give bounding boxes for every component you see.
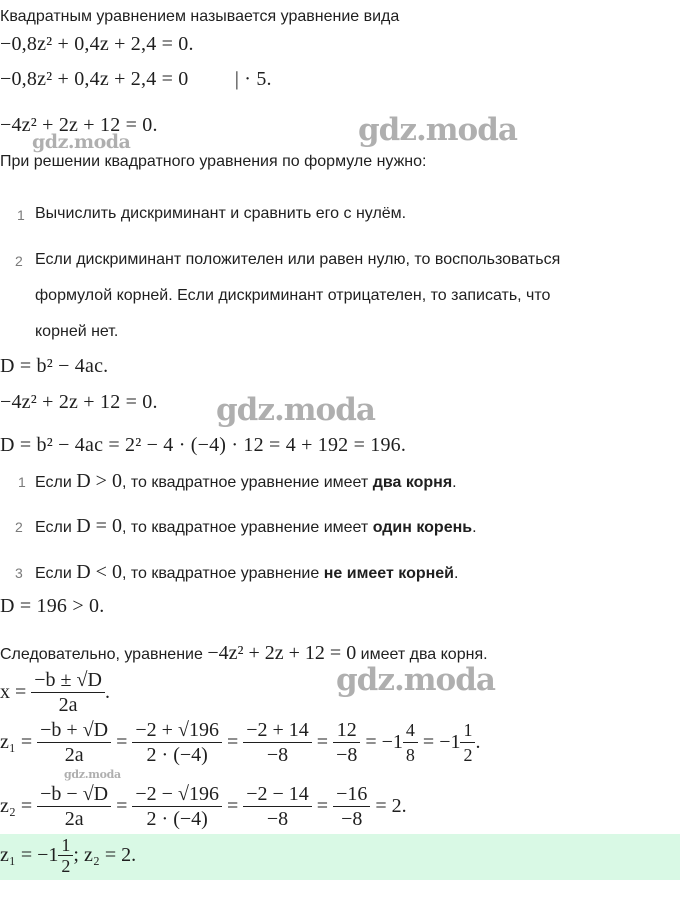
case-1: Если D > 0, то квадратное уравнение имеет два корня. <box>35 470 457 492</box>
watermark-5: gdz.moda <box>64 768 121 781</box>
case-2: Если D = 0, то квадратное уравнение имеет один корень. <box>35 515 477 537</box>
case-number-3: 3 <box>15 565 23 581</box>
root-z1: z₁ = $\frac{-b + √D}{2a}$ = $\frac{-2 + √196}{2 \cdot (-4)}$ = $\frac{-2 + 14}{-8}$ = $\frac{12}{-8}$ = −1 $\frac{4}{8}$ = −1 $\frac{1}{2}$ . <box>0 719 481 766</box>
step-2-line-3: корней нет. <box>35 323 119 340</box>
step-2-line-1: Если дискриминант положителен или равен нулю, то воспользоваться <box>35 251 561 268</box>
discriminant-calc: D = b² − 4ac = 2² − 4 · (−4) · 12 = 4 + 192 = 196. <box>0 434 407 456</box>
watermark-4: gdz.moda <box>336 662 495 698</box>
root-z2: z₂ = $\frac{-b - √D}{2a}$ = $\frac{-2 - √196}{2 \cdot (-4)}$ = $\frac{-2 - 14}{-8}$ = $\frac{-16}{-8}$ = 2. <box>0 783 407 830</box>
conclusion: Следовательно, уравнение −4z² + 2z + 12 = 0 имеет два корня. <box>0 642 488 664</box>
equation-repeat: −4z² + 2z + 12 = 0. <box>0 391 158 413</box>
equation-simplified: −4z² + 2z + 12 = 0. <box>0 114 158 136</box>
answer: z₁ = −1 $\frac{1}{2}$ ; z₂ = 2. <box>0 835 137 876</box>
watermark-3: gdz.moda <box>216 392 375 428</box>
root-formula: x = $\frac{-b \pm √D}{2a}$ . <box>0 669 110 716</box>
discriminant-formula: D = b² − 4ac. <box>0 355 109 377</box>
case-number-1: 1 <box>18 474 26 490</box>
equation-original: −0,8z² + 0,4z + 2,4 = 0. <box>0 33 194 55</box>
watermark-1: gdz.moda <box>358 112 517 148</box>
step-2-line-2: формулой корней. Если дискриминант отрицателен, то записать, что <box>35 287 551 304</box>
discriminant-value: D = 196 > 0. <box>0 595 105 617</box>
multiply-note: | · 5. <box>234 68 272 90</box>
equation-multiply-lhs: −0,8z² + 0,4z + 2,4 = 0 <box>0 68 189 90</box>
equation-multiply <box>0 68 272 91</box>
root-formula-fraction: $\frac{-b \pm √D}{2a}$ <box>31 668 105 717</box>
formula-intro: При решении квадратного уравнения по формуле нужно: <box>0 153 427 170</box>
intro-text: Квадратным уравнением называется уравнение вида <box>0 8 400 25</box>
step-number-2: 2 <box>15 253 23 269</box>
case-3: Если D < 0, то квадратное уравнение не имеет корней. <box>35 561 459 583</box>
step-1: Вычислить дискриминант и сравнить его с нулём. <box>35 205 407 222</box>
step-number-1: 1 <box>17 207 25 223</box>
case-number-2: 2 <box>15 519 23 535</box>
watermark-2: gdz.moda <box>32 131 131 153</box>
